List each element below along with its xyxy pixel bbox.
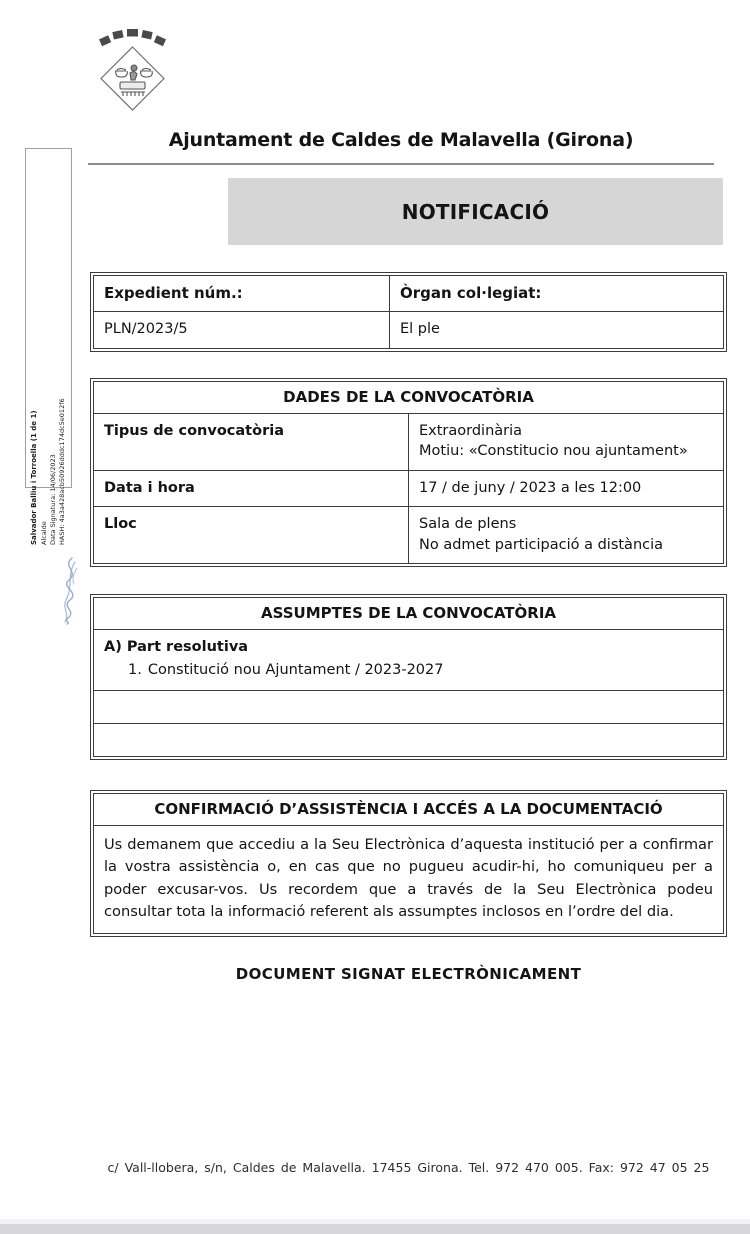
page-title: Ajuntament de Caldes de Malavella (Girona) xyxy=(168,129,634,151)
confirmacio-title: CONFIRMACIÓ D’ASSISTÈNCIA I ACCÉS A LA DOCUMENTACIÓ xyxy=(94,793,724,825)
assumptes-title: ASSUMPTES DE LA CONVOCATÒRIA xyxy=(94,598,724,630)
document-type-banner: NOTIFICACIÓ xyxy=(228,178,723,245)
assumptes-table xyxy=(90,594,727,759)
signer-name: Salvador Balliu i Torroella (1 de 1) xyxy=(30,410,38,545)
handwritten-signature-icon xyxy=(57,554,83,630)
empty-row xyxy=(94,723,724,756)
agenda-item xyxy=(104,660,713,681)
expedient-table xyxy=(90,272,727,352)
lloc-value-line1: Sala de plens xyxy=(419,516,517,533)
confirmacio-body: Us demanem que accediu a la Seu Electrònica d’aquesta institució per a confirmar la vostra assistència o, en cas que no pugueu acudir-hi, ho comuniqueu per a poder excusar-vos. Us recordem que a través de la Seu Electrònica podeu consultar tota la informació referent als assumptes inclosos en l’ordre del dia. xyxy=(94,825,724,933)
tipus-value xyxy=(409,413,724,470)
signature-stamp xyxy=(25,148,72,545)
signature-stamp-text xyxy=(30,295,67,545)
expedient-value-row xyxy=(94,312,724,349)
expedient-number-header: Expedient núm.: xyxy=(94,276,390,312)
agenda-item-number: 1. xyxy=(128,662,142,679)
assumptes-content xyxy=(94,630,724,690)
signer-role: Alcalde xyxy=(39,521,48,545)
organ-header: Òrgan col·legiat: xyxy=(390,276,724,312)
title-divider xyxy=(88,163,714,165)
dades-title-row xyxy=(94,381,724,413)
dades-table xyxy=(90,378,727,568)
tipus-value-line1: Extraordinària xyxy=(419,422,523,439)
coat-of-arms-icon xyxy=(97,26,169,114)
empty-row xyxy=(94,690,724,723)
dades-title: DADES DE LA CONVOCATÒRIA xyxy=(94,381,724,413)
part-resolutiva-heading: A) Part resolutiva xyxy=(104,639,249,656)
lloc-label: Lloc xyxy=(94,507,409,564)
confirmacio-box xyxy=(90,790,727,937)
data-hora-label: Data i hora xyxy=(94,470,409,507)
expedient-number-value: PLN/2023/5 xyxy=(94,312,390,349)
signed-electronically-line: DOCUMENT SIGNAT ELECTRÒNICAMENT xyxy=(235,965,582,984)
organ-value: El ple xyxy=(390,312,724,349)
signature-date: Data Signatura: 14/06/2023 xyxy=(48,454,57,545)
assumptes-content-row xyxy=(94,630,724,690)
lloc-value xyxy=(409,507,724,564)
footer-address: c/ Vall-llobera, s/n, Caldes de Malavella. 17455 Girona. Tel. 972 470 005. Fax: 972 47 05 25 xyxy=(107,1160,710,1175)
table-row xyxy=(94,413,724,470)
lloc-value-line2: No admet participació a distància xyxy=(419,536,664,553)
confirmacio-body-row xyxy=(94,825,724,933)
signature-hash: HASH: 4a3a428acb50926dddc174dc5e012f6 xyxy=(57,398,66,545)
assumptes-title-row xyxy=(94,598,724,630)
tipus-value-line2: Motiu: «Constitucio nou ajuntament» xyxy=(419,443,688,460)
tipus-label: Tipus de convocatòria xyxy=(94,413,409,470)
agenda-item-text: Constitució nou Ajuntament / 2023-2027 xyxy=(147,662,444,679)
data-hora-value-line1: 17 / de juny / 2023 a les 12:00 xyxy=(419,479,642,496)
document-body xyxy=(90,178,727,983)
expedient-header-row xyxy=(94,276,724,312)
table-row xyxy=(94,507,724,564)
data-hora-value xyxy=(409,470,724,507)
page-edge-shadow xyxy=(0,1224,750,1234)
table-row xyxy=(94,470,724,507)
confirmacio-title-row xyxy=(94,793,724,825)
